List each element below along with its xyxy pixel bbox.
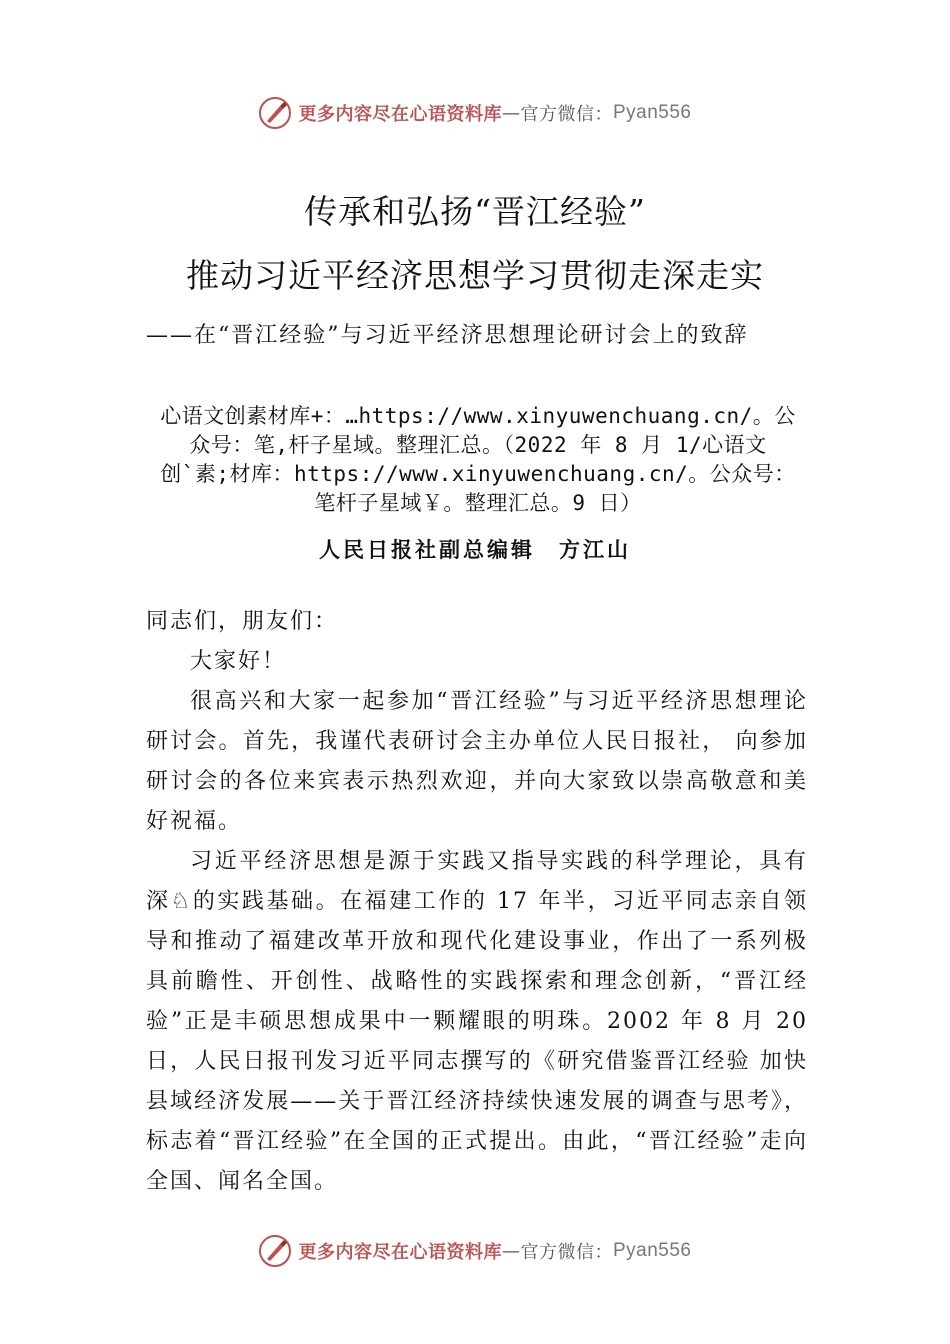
author-line: [0, 534, 950, 564]
pen-logo-icon: [258, 1234, 292, 1268]
salutation: 同志们，朋友们：: [146, 609, 339, 634]
paragraph-greeting: 大家好！: [190, 649, 287, 674]
footer-red-text: 更多内容尽在心语资料库: [298, 1242, 502, 1263]
footer-banner: [0, 1234, 950, 1268]
banner-wechat-id: Pyan556: [612, 102, 692, 123]
paragraph-1: 很高兴和大家一起参加“晋江经验”与习近平经济思想理论研讨会。首先，我谨代表研讨会主办单位人民日报社， 向参加研讨会的各位来宾表示热烈欢迎，并向大家致以崇高敬意和美好祝福。: [146, 689, 808, 834]
body-text: [146, 642, 808, 1202]
noise-line-2: 众号：笔,杆子星域。整理汇总。（2022 年 8 月 1/心语文: [189, 433, 767, 457]
noise-line-1: 心语文创素材库+：…https://www.xinyuwenchuang.cn/。公: [160, 404, 796, 428]
header-banner: [0, 96, 950, 130]
pen-logo-icon: [258, 96, 292, 130]
author-name: 方江山: [559, 537, 631, 562]
paragraph-2: 习近平经济思想是源于实践又指导实践的科学理论，具有深♘的实践基础。在福建工作的 17 年半，习近平同志亲自领导和推动了福建改革开放和现代化建设事业，作出了一系列极具前瞻性、开创性、战略性的实践探索和理念创新，“晋江经验”正是丰硕思想成果中一颗耀眼的明珠。2002 年 8 月 20 日，人民日报刊发习近平同志撰写的《研究借鉴晋江经验 加快县域经济发展——关于晋江经济持续快速发展的调查与思考》，标志着“晋江经验”在全国的正式提出。由此，“晋江经验”走向全国、闻名全国。: [146, 849, 808, 1194]
footer-wechat-id: Pyan556: [612, 1240, 692, 1261]
subtitle: ——在“晋江经验”与习近平经济思想理论研讨会上的致辞: [146, 323, 749, 348]
footer-wechat-label: 官方微信：: [520, 1242, 613, 1263]
banner-red-text: 更多内容尽在心语资料库: [298, 104, 502, 125]
noise-line-3: 创`素;材库：https://www.xinyuwenchuang.cn/。公众号：: [160, 462, 796, 486]
footer-separator: —: [501, 1240, 521, 1262]
banner-wechat-label: 官方微信：: [520, 104, 613, 125]
watermark-noise-block: [138, 402, 818, 518]
banner-separator: —: [501, 102, 521, 124]
noise-line-4: 笔杆子星域￥。整理汇总。9 日）: [314, 491, 642, 515]
title-line-1: 传承和弘扬“晋江经验”: [304, 192, 646, 231]
title-line-2: 推动习近平经济思想学习贯彻走深走实: [186, 256, 764, 295]
author-position: 人民日报社副总编辑: [319, 537, 535, 562]
